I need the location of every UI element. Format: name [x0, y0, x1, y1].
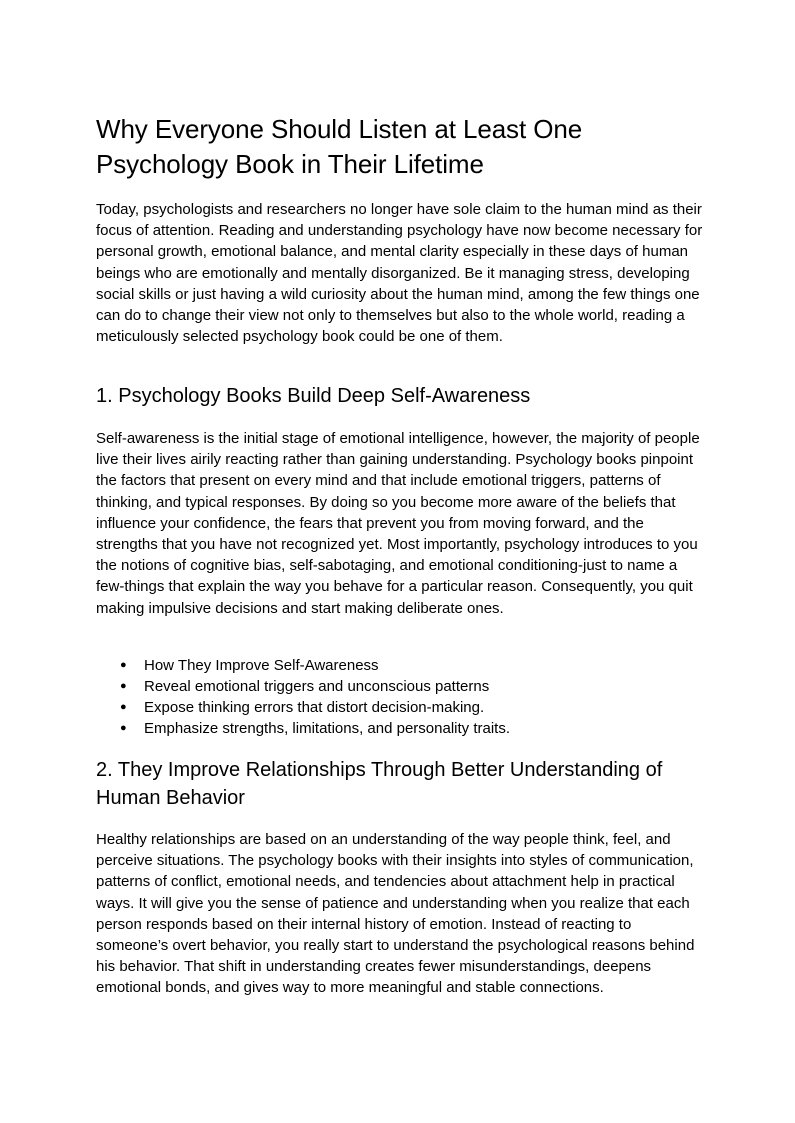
- list-item-text: How They Improve Self-Awareness: [144, 657, 379, 674]
- document-title: Why Everyone Should Listen at Least One Psychology Book in Their Lifetime: [96, 114, 583, 179]
- section-2-heading: 2. They Improve Relationships Through Better Understanding of Human Behavior: [96, 759, 663, 809]
- list-item: [96, 697, 706, 718]
- bullet-icon: ●: [120, 701, 127, 713]
- list-item: [96, 676, 706, 697]
- list-item-text: Emphasize strengths, limitations, and personality traits.: [144, 720, 510, 737]
- bullet-icon: ●: [120, 722, 127, 734]
- section-1-bullet-list: [96, 655, 706, 739]
- list-item-text: Reveal emotional triggers and unconscious patterns: [144, 678, 490, 695]
- list-item: [96, 718, 706, 739]
- bullet-icon: ●: [120, 680, 127, 692]
- intro-paragraph: Today, psychologists and researchers no longer have sole claim to the human mind as their focus of attention. Reading and understanding psychology have now become necessary for personal growth, emotional balance, and mental clarity especially in these days of human beings who are emotionally and mentally disorganized. Be it managing stress, developing social skills or just having a wild curiosity about the human mind, among the few things one can do to change their view not only to themselves but also to the whole world, reading a meticulously selected psychology book could be one of them.: [96, 201, 703, 346]
- section-1-heading: 1. Psychology Books Build Deep Self-Awareness: [96, 385, 531, 407]
- list-item-text: Expose thinking errors that distort decision-making.: [144, 699, 485, 716]
- section-1-paragraph: Self-awareness is the initial stage of emotional intelligence, however, the majority of people live their lives airily reacting rather than gaining understanding. Psychology books pinpoint the factors that present on every mind and that include emotional triggers, patterns of thinking, and typical responses. By doing so you become more aware of the beliefs that influence your confidence, the fears that prevent you from moving forward, and the strengths that you have not recognized yet. Most importantly, psychology introduces to you the notions of cognitive bias, self-sabotaging, and emotional conditioning-just to name a few-things that explain the way you behave for a particular reason. Consequently, you quit making impulsive decisions and start making deliberate ones.: [96, 430, 700, 617]
- section-2-paragraph: Healthy relationships are based on an understanding of the way people think, feel, and perceive situations. The psychology books with their insights into styles of communication, patterns of conflict, emotional needs, and tendencies about attachment help in practical ways. It will give you the sense of patience and understanding when you realize that each person responds based on their internal history of emotion. Instead of reacting to someone’s overt behavior, you really start to understand the psychological reasons behind his behavior. That shift in understanding creates fewer misunderstandings, deepens emotional bonds, and gives way to more meaningful and stable connections.: [96, 831, 695, 997]
- list-item: [96, 655, 706, 676]
- bullet-icon: ●: [120, 659, 127, 671]
